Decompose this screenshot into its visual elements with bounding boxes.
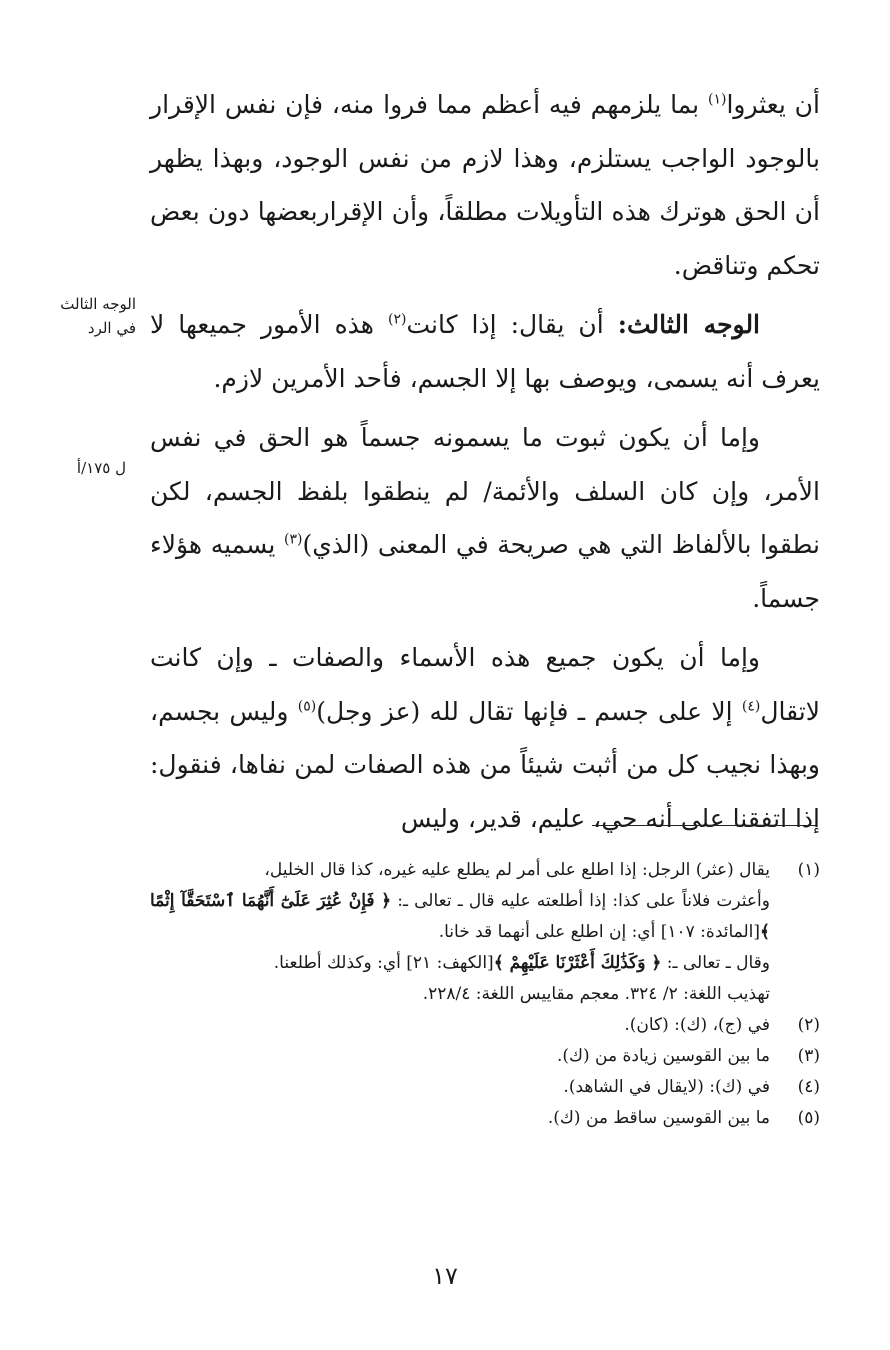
footnote-ref-5: (٥) (297, 698, 317, 715)
text-run: [المائدة: ١٠٧] أي: إن اطلع على أنهما قد خانا. (438, 922, 761, 942)
footnote-number: (٤) (797, 1077, 820, 1097)
text-run: [الكهف: ٢١] أي: وكذلك أطلعنا. (273, 953, 494, 973)
text-run: هذه الأمور جميعها لا يعرف أنه يسمى، ويوصف بها إلا الجسم، فأحد الأمرين لازم. (150, 310, 820, 393)
paragraph-4 (150, 631, 820, 845)
section-heading: الوجه الثالث: (617, 310, 761, 339)
main-text (150, 78, 820, 845)
footnote-5 (150, 1103, 820, 1134)
footnote-4 (150, 1072, 820, 1103)
text-run: وإما أن يكون ثبوت ما يسمونه جسماً هو الحق في نفس الأمر، وإن كان السلف والأئمة/ لم ينطقوا بلفظ الجسم، لكن نطقوا بالألفاظ التي هي صريحة في المعنى (الذي) (150, 423, 820, 559)
footnote-ref-1: (١) (707, 91, 727, 108)
footnote-ref-3: (٣) (283, 531, 303, 548)
quran-verse: ﴿ وَكَذَٰلِكَ أَعْثَرْنَا عَلَيْهِمْ ﴾ (493, 953, 662, 973)
footnote-number: (١) (797, 860, 820, 880)
footnote-2 (150, 1010, 820, 1041)
paragraph-1 (150, 78, 820, 292)
quran-verse: ﴿ فَإِنْ عُثِرَ عَلَىٰٓ أَنَّهُمَا ٱسْتَحَقَّآ إِثْمًا ﴾ (150, 891, 770, 942)
footnote-3 (150, 1041, 820, 1072)
footnote-line (150, 948, 770, 979)
footnote-line: يقال (عثر) الرجل: إذا اطلع على أمر لم يطلع عليه غيره، كذا قال الخليل، (264, 860, 770, 880)
text-run: أن يعثروا (726, 90, 820, 119)
text-run: وقال ـ تعالى ـ: (661, 953, 770, 973)
footnote-line: في (ك): (لايقال في الشاهد). (563, 1077, 770, 1097)
footnote-line (150, 886, 770, 948)
margin-note-section: الوجه الثالث في الرد (60, 295, 136, 337)
footnotes (150, 855, 820, 1134)
text-run: وإما أن يكون جميع هذه الأسماء والصفات ـ وإن كانت لاتقال (150, 643, 820, 726)
text-run: وأعثرت فلاناً على كذا: إذا أطلعته عليه قال ـ تعالى ـ: (391, 891, 770, 911)
footnote-line: تهذيب اللغة: ٢/ ٣٢٤. معجم مقاييس اللغة: ٢٢٨/٤. (422, 984, 770, 1004)
footnote-number: (٣) (797, 1046, 820, 1066)
footnote-number: (٢) (797, 1015, 820, 1035)
text-run: بما يلزمهم فيه أعظم مما فروا منه، فإن نفس الإقرار بالوجود الواجب يستلزم، وهذا لازم من نفس الوجود، وبهذا يظهر أن الحق هوترك هذه التأويلات مطلقاً، وأن الإقراربعضها دون بعض تحكم وتناقض. (150, 90, 820, 280)
text-run: يسميه هؤلاء جسماً. (150, 530, 820, 613)
footnote-ref-2: (٢) (388, 311, 407, 328)
margin-note-folio: ل ١٧٥/أ (76, 459, 126, 477)
footnote-number: (٥) (797, 1108, 820, 1128)
footnote-separator (592, 825, 816, 826)
paragraph-2 (150, 298, 820, 405)
page-number: ١٧ (432, 1262, 458, 1290)
text-run: وليس بجسم، وبهذا نجيب كل من أثبت شيئاً من هذه الصفات لمن نفاها، فنقول: إذا اتفقنا على أنه حي، عليم، قدير، وليس (150, 696, 820, 833)
footnote-line: ما بين القوسين ساقط من (ك). (547, 1108, 770, 1128)
footnote-line: ما بين القوسين زيادة من (ك). (556, 1046, 770, 1066)
footnote-1 (150, 855, 820, 1010)
footnote-ref-4: (٤) (741, 698, 761, 715)
text-run: أن يقال: إذا كانت (406, 310, 618, 339)
paragraph-3 (150, 411, 820, 625)
text-run: إلا على جسم ـ فإنها تقال لله (عز وجل) (316, 696, 742, 726)
footnote-line: في (ج)، (ك): (كان). (624, 1015, 770, 1035)
